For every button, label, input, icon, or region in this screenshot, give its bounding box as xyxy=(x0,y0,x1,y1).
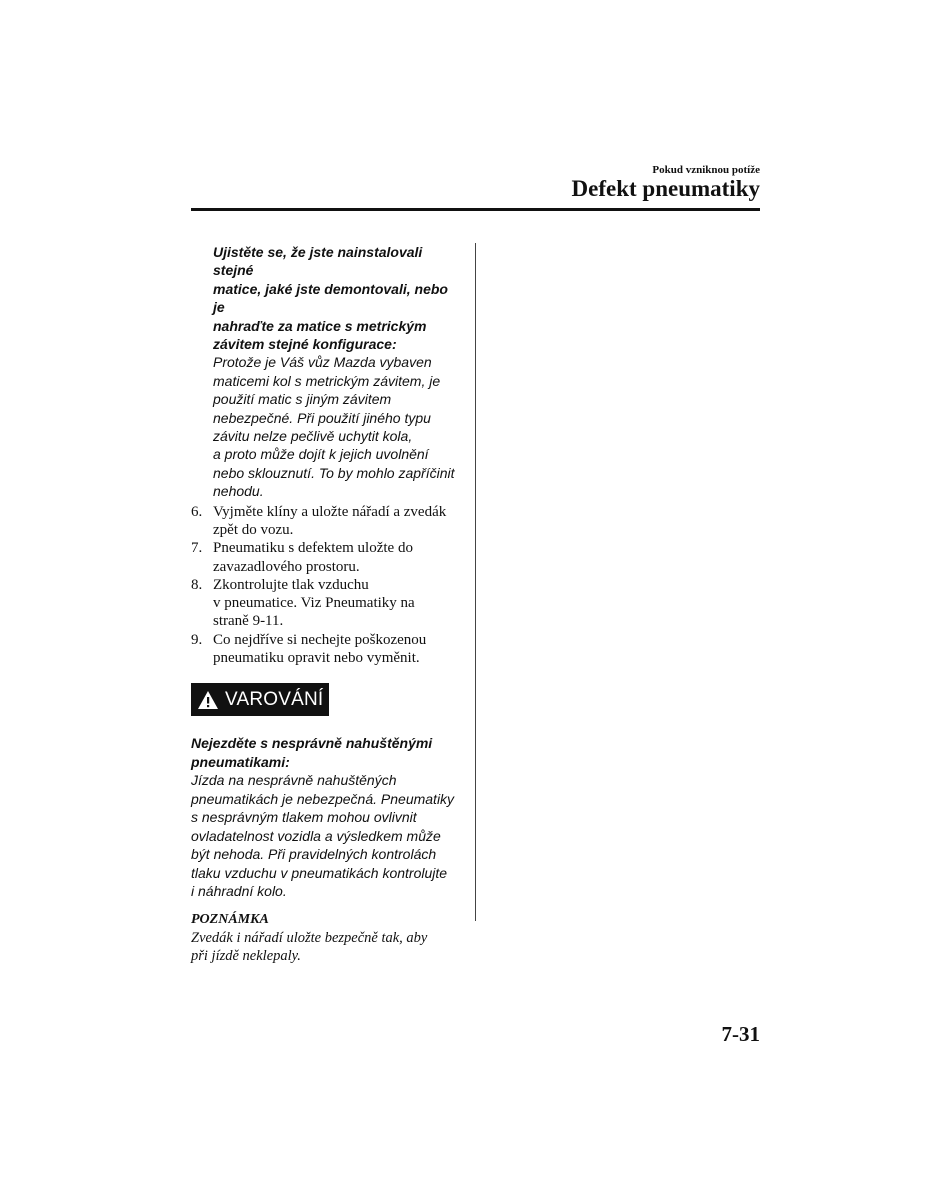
warning-banner xyxy=(191,683,329,716)
caution-body-line: nehodu. xyxy=(213,483,264,500)
caution-body-line: Protože je Váš vůz Mazda vybaven xyxy=(213,354,432,371)
step-number: 7. xyxy=(191,540,203,557)
warning-body-line: tlaku vzduchu v pneumatikách kontrolujte xyxy=(191,864,448,881)
header-divider xyxy=(191,208,760,211)
column-divider xyxy=(475,243,476,921)
step-line: pneumatiku opravit nebo vyměnit. xyxy=(213,650,420,667)
step-text xyxy=(213,631,461,668)
step-line: Zkontrolujte tlak vzduchu xyxy=(213,576,369,593)
note-text xyxy=(191,929,461,966)
caution-note xyxy=(213,243,461,501)
steps-list xyxy=(191,503,461,668)
step-number: 6. xyxy=(191,503,203,520)
step-line: zavazadlového prostoru. xyxy=(213,558,360,575)
list-item xyxy=(191,631,461,668)
warning-heading-line: Nejezděte s nesprávně nahuštěnými xyxy=(191,735,433,752)
note-title: POZNÁMKA xyxy=(191,911,269,927)
step-line: Pneumatiku s defektem uložte do xyxy=(213,540,413,557)
warning-body-line: ovladatelnost vozidla a výsledkem může xyxy=(191,827,441,844)
caution-body-line: použití matic s jiným závitem xyxy=(213,391,392,408)
warning-body-line: pneumatikách je nebezpečná. Pneumatiky xyxy=(191,790,455,807)
step-number: 9. xyxy=(191,631,203,648)
caution-body-line: nebezpečné. Při použití jiného typu xyxy=(213,409,431,426)
caution-heading-line: závitem stejné konfigurace: xyxy=(213,336,397,353)
section-heading: Pokud vzniknou potíže xyxy=(652,164,760,176)
warning-heading-line: pneumatikami: xyxy=(191,753,290,770)
step-text xyxy=(213,503,461,540)
step-line: straně 9-11. xyxy=(213,613,284,630)
page-number: 7-31 xyxy=(721,1022,760,1046)
caution-heading-line: nahraďte za matice s metrickým xyxy=(213,317,427,334)
step-line: v pneumatice. Viz Pneumatiky na xyxy=(213,595,415,612)
warning-body-line: být nehoda. Při pravidelných kontrolách xyxy=(191,846,437,863)
warning-body-line: i náhradní kolo. xyxy=(191,883,287,900)
step-line: Co nejdříve si nechejte poškozenou xyxy=(213,631,427,648)
step-line: zpět do vozu. xyxy=(213,521,294,538)
warning-text xyxy=(191,734,461,901)
list-item xyxy=(191,576,461,631)
caution-body-line: maticemi kol s metrickým závitem, je xyxy=(213,372,441,389)
caution-body-line: nebo sklouznutí. To by mohlo zapříčinit xyxy=(213,464,455,481)
caution-body-line: a proto může dojít k jejich uvolnění xyxy=(213,446,429,463)
list-item xyxy=(191,539,461,576)
step-number: 8. xyxy=(191,576,203,593)
warning-body-line: Jízda na nesprávně nahuštěných xyxy=(191,772,397,789)
caution-body-line: závitu nelze pečlivě uchytit kola, xyxy=(213,428,413,445)
page-title: Defekt pneumatiky xyxy=(571,176,760,201)
step-text xyxy=(213,576,461,631)
note-line: Zvedák i nářadí uložte bezpečně tak, aby xyxy=(191,929,428,946)
left-column xyxy=(191,243,461,966)
caution-heading-line: matice, jaké jste demontovali, nebo je xyxy=(213,280,448,316)
warning-body-line: s nesprávným tlakem mohou ovlivnit xyxy=(191,809,417,826)
warning-label: VAROVÁNÍ xyxy=(225,688,324,710)
list-item xyxy=(191,503,461,540)
caution-heading-line: Ujistěte se, že jste nainstalovali stejné xyxy=(213,244,423,279)
step-text xyxy=(213,539,461,576)
step-line: Vyjměte klíny a uložte nářadí a zvedák xyxy=(213,503,447,520)
note-line: při jízdě neklepaly. xyxy=(191,948,301,965)
warning-triangle-icon xyxy=(197,690,219,710)
